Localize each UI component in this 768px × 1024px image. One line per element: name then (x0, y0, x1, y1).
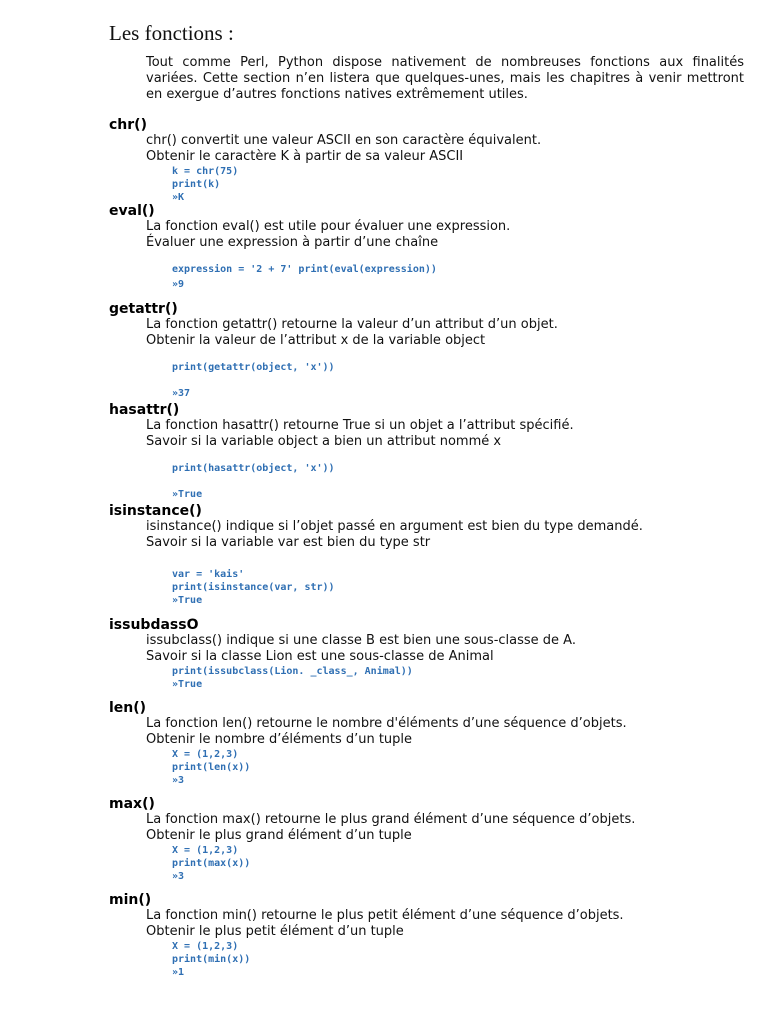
function-heading: eval() (109, 203, 155, 219)
code-output: »True (172, 489, 203, 500)
function-description: La fonction len() retourne le nombre d'éléments d’une séquence d’objets. (146, 716, 627, 731)
code-line: var = 'kais' (172, 569, 245, 580)
function-heading: getattr() (109, 301, 178, 317)
function-description: La fonction getattr() retourne la valeur d’un attribut d’un objet. (146, 317, 558, 332)
function-heading: max() (109, 796, 155, 812)
code-output: »37 (172, 388, 191, 399)
function-example-description: Obtenir le caractère K à partir de sa valeur ASCII (146, 149, 464, 164)
function-description: La fonction min() retourne le plus petit élément d’une séquence d’objets. (146, 908, 624, 923)
function-example-description: Savoir si la classe Lion est une sous-classe de Animal (146, 649, 494, 664)
function-heading: issubdassO (109, 617, 199, 633)
code-line: X = (1,2,3) (172, 845, 239, 856)
function-description: La fonction hasattr() retourne True si un objet a l’attribut spécifié. (146, 418, 574, 433)
function-description: La fonction max() retourne le plus grand élément d’une séquence d’objets. (146, 812, 636, 827)
code-line: expression = '2 + 7' print(eval(expression)) (172, 264, 437, 275)
code-line: X = (1,2,3) (172, 749, 239, 760)
function-heading: min() (109, 892, 152, 908)
code-line: print(issubclass(Lion. _class_, Animal)) (172, 666, 413, 677)
code-line: print(isinstance(var, str)) (172, 582, 335, 593)
function-example-description: Obtenir le nombre d’éléments d’un tuple (146, 732, 413, 747)
function-description: La fonction eval() est utile pour évaluer une expression. (146, 219, 511, 234)
function-description: chr() convertit une valeur ASCII en son caractère équivalent. (146, 133, 542, 148)
code-output: »True (172, 595, 203, 606)
code-line: print(min(x)) (172, 954, 251, 965)
code-output: »9 (172, 279, 185, 290)
code-line: print(getattr(object, 'x')) (172, 362, 335, 373)
function-example-description: Évaluer une expression à partir d’une chaîne (146, 235, 439, 250)
intro-paragraph: Tout comme Perl, Python dispose nativement de nombreuses fonctions aux finalités variées. Cette section n’en listera que quelques-unes, mais les chapitres à venir mettront en exergue d’autres fonctions natives extrêmement utiles. (146, 55, 744, 102)
code-output: »3 (172, 871, 185, 882)
function-example-description: Obtenir la valeur de l’attribut x de la variable object (146, 333, 486, 348)
function-heading: chr() (109, 117, 147, 133)
function-example-description: Savoir si la variable var est bien du type str (146, 535, 431, 550)
code-output: »3 (172, 775, 185, 786)
function-example-description: Obtenir le plus grand élément d’un tuple (146, 828, 412, 843)
code-line: k = chr(75) (172, 166, 239, 177)
code-output: »1 (172, 967, 185, 978)
code-line: print(len(x)) (172, 762, 251, 773)
page-title: Les fonctions : (109, 21, 234, 45)
function-example-description: Obtenir le plus petit élément d’un tuple (146, 924, 404, 939)
function-heading: hasattr() (109, 402, 180, 418)
function-heading: len() (109, 700, 147, 716)
function-example-description: Savoir si la variable object a bien un attribut nommé x (146, 434, 502, 449)
function-heading: isinstance() (109, 503, 202, 519)
code-line: X = (1,2,3) (172, 941, 239, 952)
function-description: issubclass() indique si une classe B est bien une sous-classe de A. (146, 633, 576, 648)
code-output: »True (172, 679, 203, 690)
code-line: print(max(x)) (172, 858, 251, 869)
code-line: print(hasattr(object, 'x')) (172, 463, 335, 474)
function-description: isinstance() indique si l’objet passé en argument est bien du type demandé. (146, 519, 643, 534)
code-line: print(k) (172, 179, 221, 190)
code-output: »K (172, 192, 185, 203)
